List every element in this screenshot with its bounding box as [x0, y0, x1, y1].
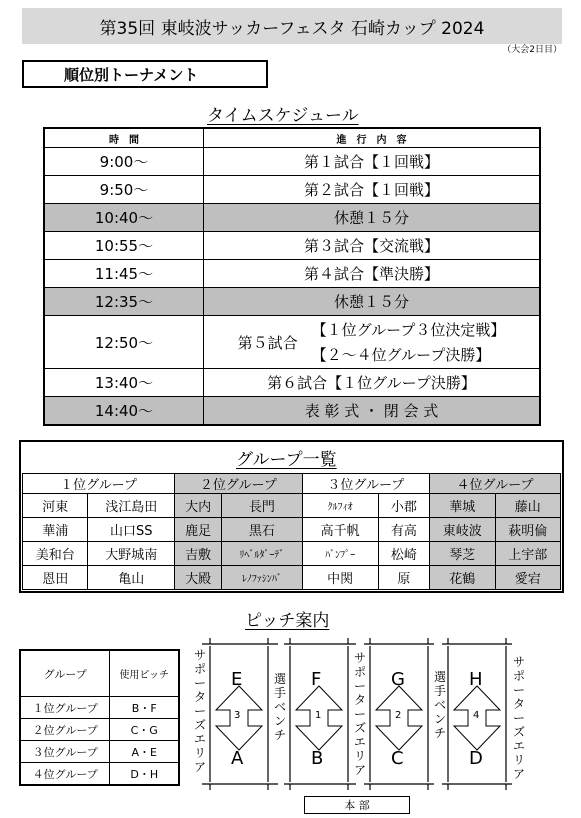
team-name: 華城: [430, 494, 495, 518]
pitch-top-letter: E: [231, 669, 243, 690]
pitch-number: 1: [315, 710, 322, 721]
schedule-row: [44, 316, 540, 369]
team-name: 愛宕: [495, 566, 561, 590]
bench-label: 選手ベンチ: [273, 672, 286, 742]
pitch-top-letter: H: [469, 669, 483, 690]
schedule-content: 休憩１５分: [204, 204, 541, 232]
schedule-content-line: 【１位グループ３位決定戦】: [311, 321, 506, 339]
pitch-row: [20, 697, 179, 719]
schedule-row: [44, 204, 540, 232]
pitch-group: ４位グループ: [20, 763, 110, 786]
team-name: 鹿足: [175, 518, 222, 542]
schedule-content: 第２試合【１回戦】: [204, 176, 541, 204]
team-name: 山口SS: [88, 518, 175, 542]
team-name: 亀山: [88, 566, 175, 590]
team-name: 恩田: [23, 566, 88, 590]
group-name: １位グループ: [23, 474, 175, 494]
pitch-bottom-letter: B: [311, 748, 324, 769]
schedule-time: 9:50～: [44, 176, 204, 204]
group-team-row: [23, 494, 561, 518]
pitch-col-pitch: 使用ピッチ: [110, 650, 179, 697]
schedule-time: 10:40～: [44, 204, 204, 232]
group-team-row: [23, 518, 561, 542]
group-name: ４位グループ: [430, 474, 561, 494]
team-name: 上宇部: [495, 542, 561, 566]
team-name: 原: [378, 566, 429, 590]
pitch-bottom-letter: C: [391, 748, 404, 769]
pitch-letters: C・G: [110, 719, 179, 741]
team-name: 高千帆: [302, 518, 378, 542]
schedule-time: 13:40～: [44, 369, 204, 397]
schedule-content: 第４試合【準決勝】: [204, 260, 541, 288]
supporter-area-label: サポーターズエリア: [193, 648, 206, 774]
schedule-content: 第１試合【１回戦】: [204, 148, 541, 176]
page-subtitle: （大会2日目）: [502, 45, 562, 55]
team-name: 吉敷: [175, 542, 222, 566]
schedule-heading: タイムスケジュール: [207, 106, 359, 126]
team-name: 長門: [222, 494, 302, 518]
schedule-row: [44, 176, 540, 204]
team-name: 東岐波: [430, 518, 495, 542]
team-name: 中関: [302, 566, 378, 590]
pitch-number: 4: [473, 710, 480, 721]
team-name: 大殿: [175, 566, 222, 590]
pitch-letters: B・F: [110, 697, 179, 719]
pitch-letters: D・H: [110, 763, 179, 786]
headquarters-box: 本 部: [304, 796, 410, 814]
schedule-row: [44, 232, 540, 260]
pitch-top-letter: F: [311, 669, 322, 690]
schedule-time: 14:40～: [44, 397, 204, 426]
team-name: 有高: [378, 518, 429, 542]
pitch-bottom-letter: D: [469, 748, 483, 769]
group-team-row: [23, 566, 561, 590]
team-name: 美和台: [23, 542, 88, 566]
section-title: 順位別トーナメント: [22, 60, 268, 88]
schedule-row: [44, 369, 540, 397]
schedule-time: 10:55～: [44, 232, 204, 260]
pitch-row: [20, 763, 179, 786]
team-name: 松崎: [378, 542, 429, 566]
schedule-table: [43, 127, 541, 426]
schedule-content: 休憩１５分: [204, 288, 541, 316]
schedule-content: 表 彰 式 ・ 閉 会 式: [204, 397, 541, 426]
pitch-group: ３位グループ: [20, 741, 110, 763]
pitch-number: 3: [234, 710, 241, 721]
bench-label: 選手ベンチ: [433, 670, 446, 740]
team-name: ﾚﾉﾌｧｼﾝﾊﾞ: [222, 566, 302, 590]
pitch-number: 2: [395, 710, 402, 721]
team-name: 河東: [23, 494, 88, 518]
schedule-col-content: 進 行 内 容: [204, 128, 541, 148]
pitch-top-letter: G: [391, 669, 405, 690]
team-name: 大野城南: [88, 542, 175, 566]
team-name: 花鶴: [430, 566, 495, 590]
schedule-col-time: 時 間: [44, 128, 204, 148]
pitch-group: ２位グループ: [20, 719, 110, 741]
schedule-row: [44, 288, 540, 316]
schedule-time: 12:35～: [44, 288, 204, 316]
team-name: 大内: [175, 494, 222, 518]
pitch-row: [20, 719, 179, 741]
pitch-assignment-table: [19, 649, 180, 786]
pitch-letters: A・E: [110, 741, 179, 763]
pitch-group: １位グループ: [20, 697, 110, 719]
schedule-time: 9:00～: [44, 148, 204, 176]
schedule-time: 12:50～: [44, 316, 204, 369]
team-name: 萩明倫: [495, 518, 561, 542]
supporter-area-label: サポーターズエリア: [353, 651, 366, 777]
schedule-content: [204, 316, 541, 369]
pitch-row: [20, 741, 179, 763]
group-name: ２位グループ: [175, 474, 302, 494]
page-title: 第35回 東岐波サッカーフェスタ 石崎カップ 2024: [22, 8, 562, 44]
schedule-row: [44, 397, 540, 426]
team-name: 華浦: [23, 518, 88, 542]
team-name: 藤山: [495, 494, 561, 518]
team-name: 小郡: [378, 494, 429, 518]
group-name: ３位グループ: [302, 474, 429, 494]
group-team-row: [23, 542, 561, 566]
schedule-content-line: 【２～４位グループ決勝】: [311, 346, 491, 364]
team-name: ﾘﾍﾞﾙﾀﾞｰﾃﾞ: [222, 542, 302, 566]
team-name: ｸﾙﾌｨｵ: [302, 494, 378, 518]
team-name: 黒石: [222, 518, 302, 542]
schedule-content: 第３試合【交流戦】: [204, 232, 541, 260]
schedule-row: [44, 148, 540, 176]
schedule-content-label: 第５試合: [237, 333, 298, 352]
schedule-content: 第６試合【１位グループ決勝】: [204, 369, 541, 397]
schedule-time: 11:45～: [44, 260, 204, 288]
pitch-bottom-letter: A: [231, 748, 244, 769]
supporter-area-label: サポーターズエリア: [512, 655, 525, 781]
groups-table: [22, 473, 561, 590]
team-name: ﾊﾞﾝﾌﾟｰ: [302, 542, 378, 566]
schedule-row: [44, 260, 540, 288]
groups-heading: グループ一覧: [236, 450, 337, 470]
team-name: 浅江島田: [88, 494, 175, 518]
team-name: 琴芝: [430, 542, 495, 566]
pitch-col-group: グループ: [20, 650, 110, 697]
pitch-heading: ピッチ案内: [245, 611, 330, 631]
